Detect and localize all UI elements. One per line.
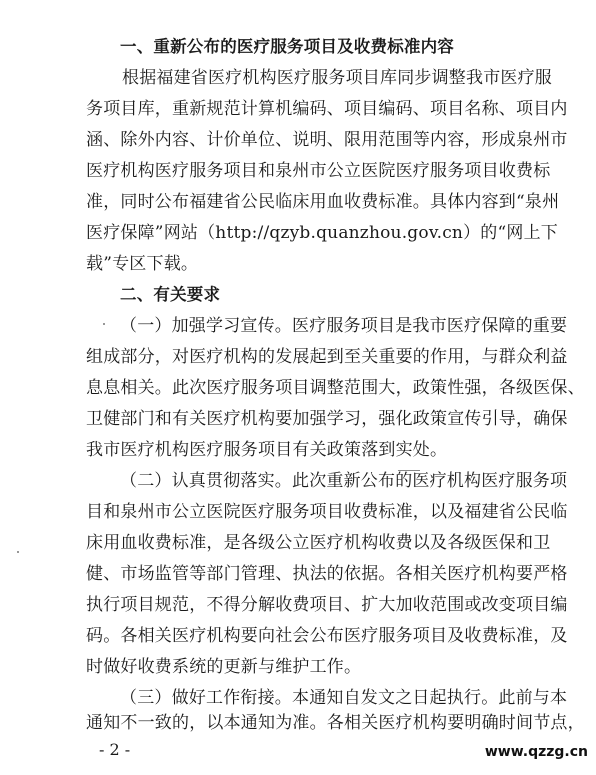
page-number: - 2 - bbox=[99, 740, 131, 759]
paragraph-line: 医疗机构医疗服务项目和泉州市公立医院医疗服务项目收费标 bbox=[86, 161, 551, 181]
watermark: www.qzzg.cn bbox=[484, 744, 588, 760]
scan-mark bbox=[398, 470, 420, 471]
paragraph-line: 目和泉州市公立医院医疗服务项目收费标准，以及福建省公民临 bbox=[86, 502, 568, 522]
paragraph-line: 息息相关。此次医疗服务项目调整范围大，政策性强，各级医保、 bbox=[86, 378, 585, 398]
paragraph-line: 组成部分，对医疗机构的发展起到至关重要的作用，与群众利益 bbox=[86, 347, 568, 367]
scan-speck bbox=[17, 551, 19, 553]
scan-speck bbox=[103, 323, 105, 325]
paragraph-line: 时做好收费系统的更新与维护工作。 bbox=[86, 657, 362, 677]
section-heading-1: 一、重新公布的医疗服务项目及收费标准内容 bbox=[120, 37, 454, 56]
paragraph-line: 涵、除外内容、计价单位、说明、限用范围等内容，形成泉州市 bbox=[86, 130, 568, 150]
paragraph-line: （二）认真贯彻落实。此次重新公布的医疗机构医疗服务项 bbox=[120, 471, 568, 491]
paragraph-line: 我市医疗机构医疗服务项目有关政策落到实处。 bbox=[86, 440, 448, 460]
paragraph-line: 码。各相关医疗机构要向社会公布医疗服务项目及收费标准，及 bbox=[86, 626, 568, 646]
paragraph-line: 医疗保障”网站（http://qzyb.quanzhou.gov.cn）的“网上下 bbox=[86, 223, 558, 243]
paragraph-line: 通知不一致的，以本通知为准。各相关医疗机构要明确时间节点， bbox=[86, 713, 585, 733]
paragraph-line: 务项目库，重新规范计算机编码、项目编码、项目名称、项目内 bbox=[86, 99, 568, 119]
paragraph-line: 载”专区下载。 bbox=[86, 254, 199, 274]
section-heading-2: 二、有关要求 bbox=[120, 285, 221, 304]
paragraph-line: （三）做好工作衔接。本通知自发文之日起执行。此前与本 bbox=[120, 688, 568, 708]
paragraph-line: （一）加强学习宣传。医疗服务项目是我市医疗保障的重要 bbox=[120, 316, 568, 336]
paragraph-line: 床用血收费标准，是各级公立医疗机构收费以及各级医保和卫 bbox=[86, 533, 551, 553]
paragraph-line: 准，同时公布福建省公民临床用血收费标准。具体内容到“泉州 bbox=[86, 192, 560, 212]
paragraph-line: 根据福建省医疗机构医疗服务项目库同步调整我市医疗服 bbox=[122, 68, 552, 88]
paragraph-line: 健、市场监管等部门管理、执法的依据。各相关医疗机构要严格 bbox=[86, 564, 568, 584]
paragraph-line: 卫健部门和有关医疗机构要加强学习，强化政策宣传引导，确保 bbox=[86, 409, 568, 429]
paragraph-line: 执行项目规范，不得分解收费项目、扩大加收范围或改变项目编 bbox=[86, 595, 568, 615]
